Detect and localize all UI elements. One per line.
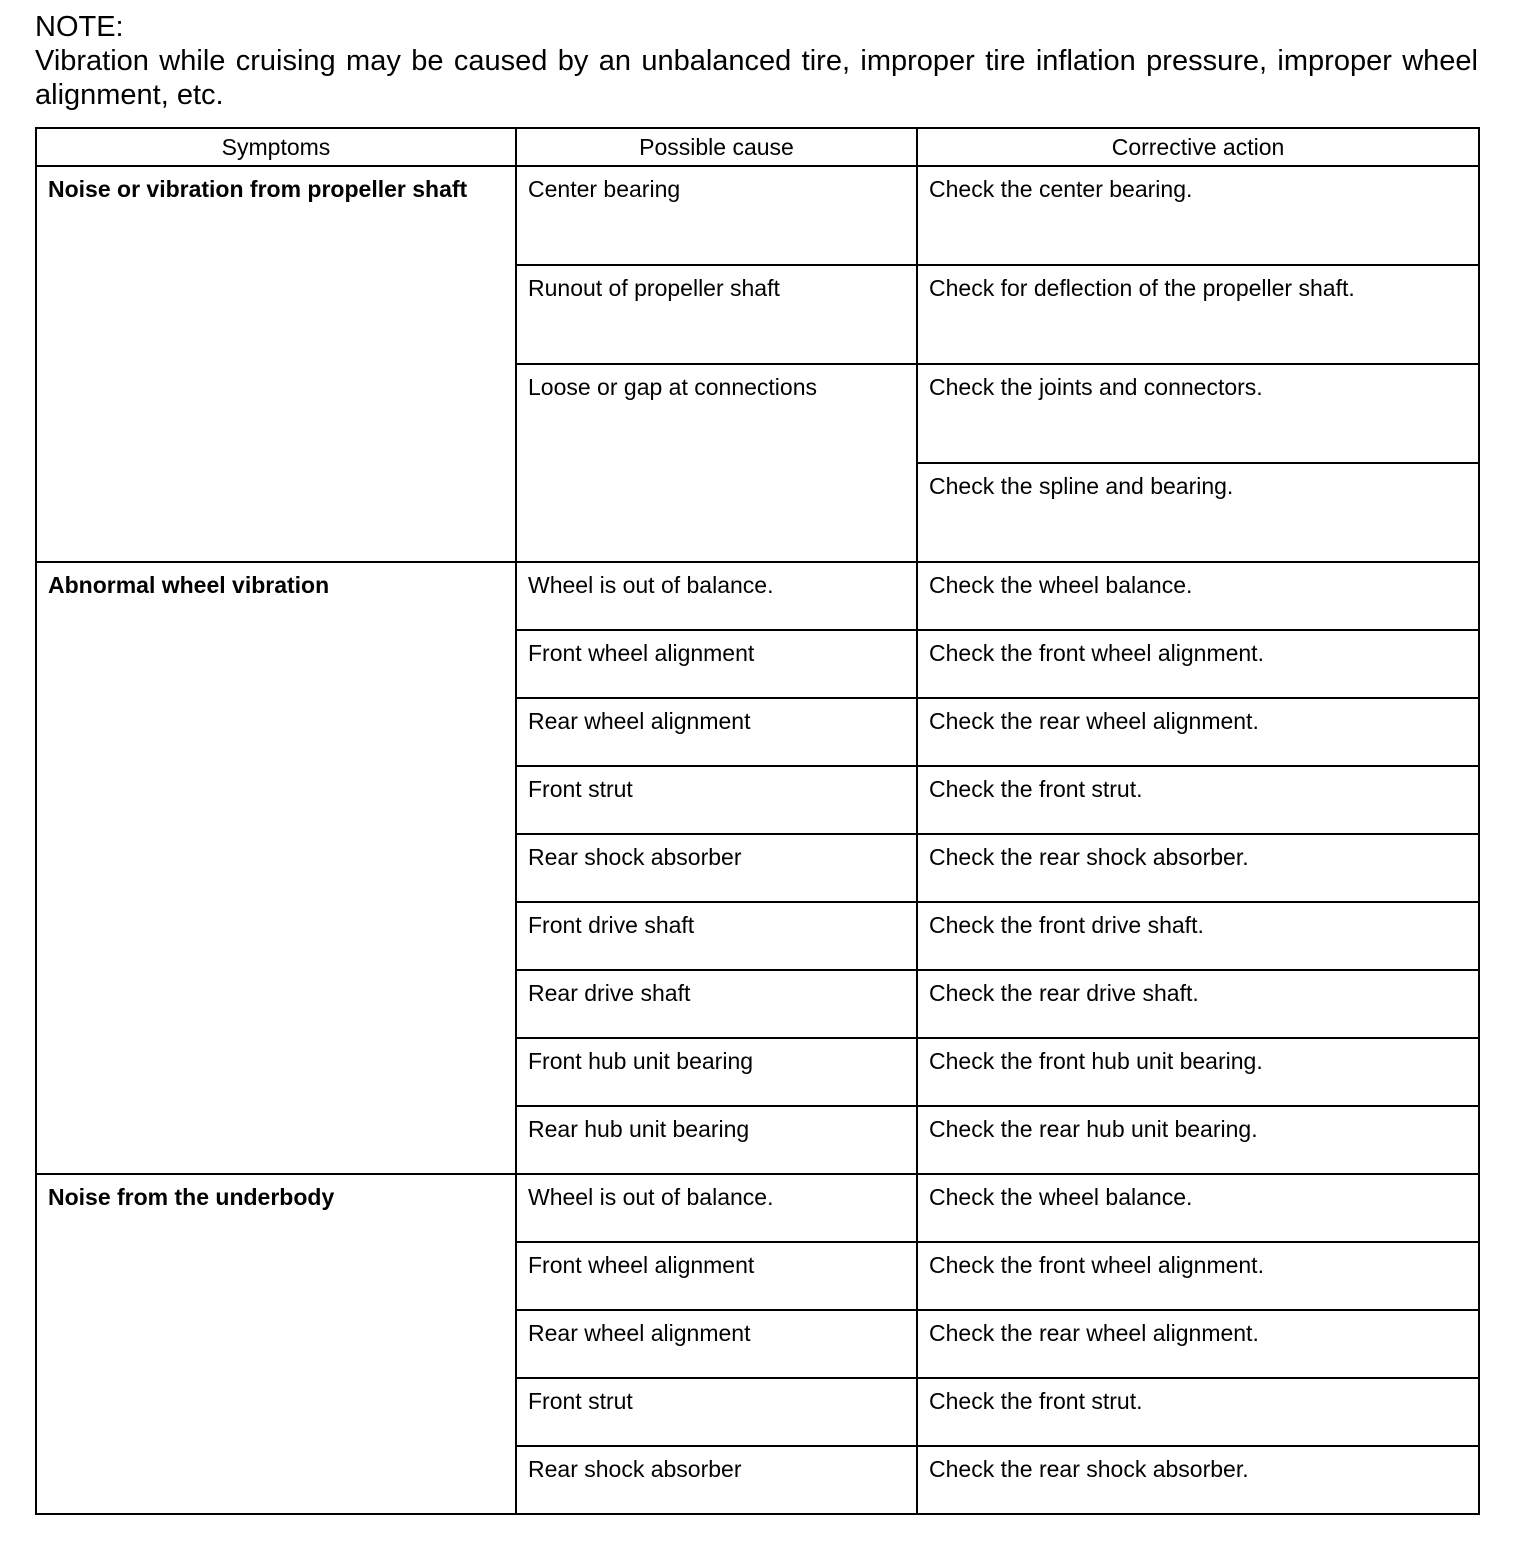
cause-cell: Rear drive shaft — [516, 970, 917, 1038]
action-cell: Check the rear drive shaft. — [917, 970, 1479, 1038]
action-cell: Check the front wheel alignment. — [917, 630, 1479, 698]
action-cell: Check the rear shock absorber. — [917, 1446, 1479, 1514]
header-symptoms: Symptoms — [36, 128, 516, 166]
cause-cell: Rear wheel alignment — [516, 1310, 917, 1378]
action-cell: Check the front strut. — [917, 766, 1479, 834]
cause-cell: Front strut — [516, 766, 917, 834]
action-cell: Check the joints and connectors. — [917, 364, 1479, 463]
table-row — [36, 1174, 1479, 1242]
action-cell: Check the front wheel alignment. — [917, 1242, 1479, 1310]
note-label: NOTE: — [35, 11, 124, 43]
symptom-cell: Noise from the underbody — [36, 1174, 516, 1514]
troubleshooting-table — [35, 127, 1480, 1515]
cause-cell: Front wheel alignment — [516, 630, 917, 698]
action-cell: Check the front hub unit bearing. — [917, 1038, 1479, 1106]
cause-cell: Loose or gap at connections — [516, 364, 917, 562]
action-cell: Check the front strut. — [917, 1378, 1479, 1446]
action-cell: Check the front drive shaft. — [917, 902, 1479, 970]
cause-cell: Center bearing — [516, 166, 917, 265]
cause-cell: Rear hub unit bearing — [516, 1106, 917, 1174]
header-row — [36, 128, 1479, 166]
action-cell: Check the rear wheel alignment. — [917, 1310, 1479, 1378]
action-cell: Check the rear wheel alignment. — [917, 698, 1479, 766]
cause-cell: Front drive shaft — [516, 902, 917, 970]
note-block — [35, 10, 1478, 112]
cause-cell: Wheel is out of balance. — [516, 562, 917, 630]
action-cell: Check the wheel balance. — [917, 562, 1479, 630]
cause-cell: Front wheel alignment — [516, 1242, 917, 1310]
action-cell: Check for deflection of the propeller shaft. — [917, 265, 1479, 364]
cause-cell: Wheel is out of balance. — [516, 1174, 917, 1242]
cause-cell: Runout of propeller shaft — [516, 265, 917, 364]
action-cell: Check the rear shock absorber. — [917, 834, 1479, 902]
cause-cell: Rear shock absorber — [516, 834, 917, 902]
action-cell: Check the center bearing. — [917, 166, 1479, 265]
action-cell: Check the spline and bearing. — [917, 463, 1479, 562]
action-cell: Check the rear hub unit bearing. — [917, 1106, 1479, 1174]
header-corrective-action: Corrective action — [917, 128, 1479, 166]
symptom-cell: Noise or vibration from propeller shaft — [36, 166, 516, 562]
cause-cell: Front hub unit bearing — [516, 1038, 917, 1106]
header-possible-cause: Possible cause — [516, 128, 917, 166]
cause-cell: Rear shock absorber — [516, 1446, 917, 1514]
cause-cell: Front strut — [516, 1378, 917, 1446]
action-cell: Check the wheel balance. — [917, 1174, 1479, 1242]
table-row — [36, 562, 1479, 630]
symptom-cell: Abnormal wheel vibration — [36, 562, 516, 1174]
cause-cell: Rear wheel alignment — [516, 698, 917, 766]
table-row — [36, 166, 1479, 265]
note-text: Vibration while cruising may be caused by an unbalanced tire, improper tire inflation pressure, improper wheel alignment, etc. — [35, 45, 1478, 111]
